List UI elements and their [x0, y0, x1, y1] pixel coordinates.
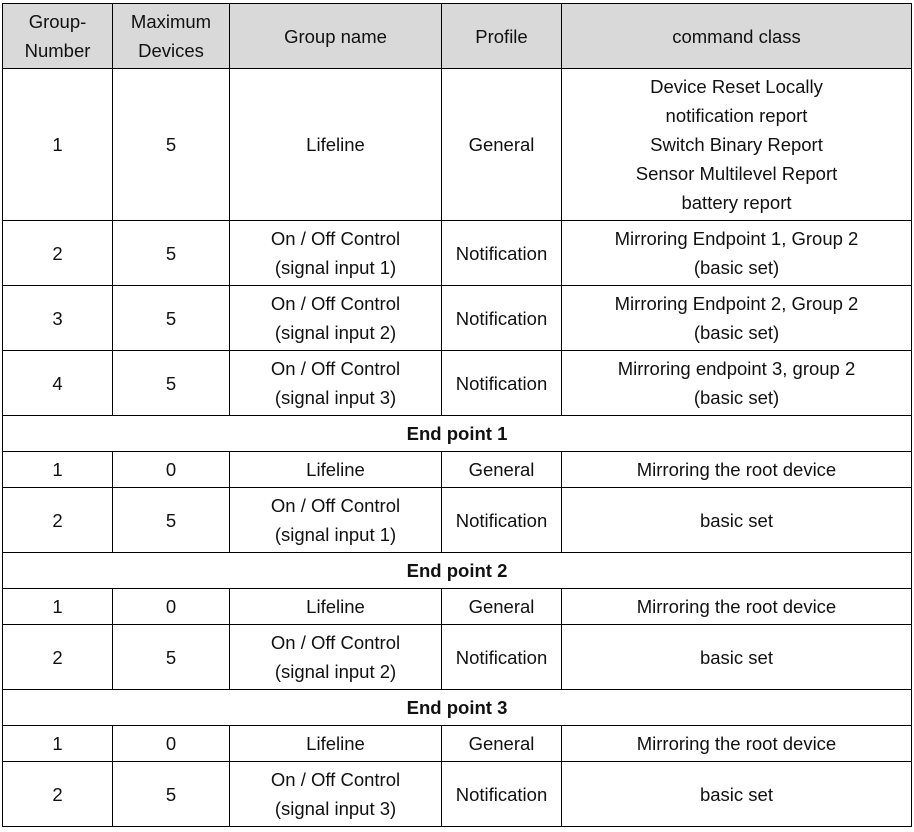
- header-line: Devices: [138, 40, 204, 61]
- profile-cell: Notification: [442, 762, 562, 827]
- command-class-cell: [562, 762, 912, 827]
- header-row: [3, 4, 912, 69]
- max-devices-cell: 0: [113, 589, 230, 625]
- group-name-cell-line: On / Off Control: [270, 632, 401, 653]
- table-row: [3, 589, 912, 625]
- max-devices-cell: 5: [113, 625, 230, 690]
- group-name-cell-line: (signal input 2): [274, 322, 397, 343]
- group-name-cell: [230, 488, 442, 553]
- command-class-cell-line: Mirroring Endpoint 2, Group 2: [614, 293, 859, 314]
- command-class-cell: [562, 286, 912, 351]
- group-name-cell-line: (signal input 1): [274, 257, 397, 278]
- endpoint-section-row: [3, 690, 912, 726]
- group-name-cell-line: On / Off Control: [270, 769, 401, 790]
- group-number-cell: 2: [3, 762, 113, 827]
- command-class-cell-line: Mirroring endpoint 3, group 2: [617, 358, 856, 379]
- command-class-cell-line: notification report: [665, 105, 808, 126]
- group-number-cell: 2: [3, 221, 113, 286]
- command-class-cell-line: basic set: [699, 509, 773, 531]
- command-class-cell: [562, 488, 912, 553]
- header-command-class: command class: [562, 4, 912, 69]
- header-line: Maximum: [130, 11, 212, 32]
- group-number-cell: 2: [3, 488, 113, 553]
- profile-cell: Notification: [442, 351, 562, 416]
- command-class-cell-line: Switch Binary Report: [650, 134, 823, 155]
- group-number-cell: 4: [3, 351, 113, 416]
- group-number-cell: 1: [3, 726, 113, 762]
- group-name-cell-line: On / Off Control: [270, 358, 401, 379]
- group-name-cell: [230, 286, 442, 351]
- group-name-cell: [230, 762, 442, 827]
- group-name-cell: [230, 625, 442, 690]
- endpoint-title: End point 2: [3, 553, 912, 589]
- command-class-cell-line: Mirroring Endpoint 1, Group 2: [614, 228, 859, 249]
- command-class-cell-line: basic set: [699, 783, 773, 805]
- profile-cell: General: [442, 589, 562, 625]
- table-row: [3, 351, 912, 416]
- group-name-cell: [230, 69, 442, 221]
- command-class-cell-line: Mirroring the root device: [636, 733, 837, 754]
- group-number-cell: 2: [3, 625, 113, 690]
- command-class-cell: [562, 452, 912, 488]
- header-line: Group-: [28, 11, 87, 32]
- max-devices-cell: 5: [113, 286, 230, 351]
- command-class-cell-line: (basic set): [693, 257, 780, 278]
- profile-cell: General: [442, 69, 562, 221]
- max-devices-cell: 5: [113, 351, 230, 416]
- group-name-cell-line: On / Off Control: [270, 495, 401, 516]
- header-line: Number: [24, 40, 91, 61]
- group-name-cell: [230, 726, 442, 762]
- header-group-number: [3, 4, 113, 69]
- command-class-cell: [562, 726, 912, 762]
- group-number-cell: 1: [3, 589, 113, 625]
- group-name-cell-line: (signal input 3): [274, 387, 397, 408]
- group-name-cell: [230, 351, 442, 416]
- table-row: [3, 762, 912, 827]
- command-class-cell-line: Mirroring the root device: [636, 459, 837, 480]
- group-name-cell: [230, 589, 442, 625]
- command-class-cell: [562, 69, 912, 221]
- table-row: [3, 286, 912, 351]
- group-number-cell: 1: [3, 452, 113, 488]
- command-class-cell-line: Sensor Multilevel Report: [635, 163, 838, 184]
- command-class-cell: [562, 221, 912, 286]
- group-name-cell-line: (signal input 2): [274, 661, 397, 682]
- table-row: [3, 726, 912, 762]
- profile-cell: Notification: [442, 286, 562, 351]
- endpoint-section-row: [3, 416, 912, 452]
- profile-cell: General: [442, 452, 562, 488]
- profile-cell: Notification: [442, 221, 562, 286]
- header-maximum-devices: [113, 4, 230, 69]
- group-name-cell-line: Lifeline: [306, 596, 365, 617]
- group-name-cell-line: (signal input 3): [274, 798, 397, 819]
- max-devices-cell: 0: [113, 452, 230, 488]
- group-number-cell: 3: [3, 286, 113, 351]
- command-class-cell-line: battery report: [681, 192, 792, 213]
- group-name-cell: [230, 221, 442, 286]
- max-devices-cell: 5: [113, 69, 230, 221]
- group-name-cell-line: Lifeline: [306, 134, 365, 155]
- header-profile: Profile: [442, 4, 562, 69]
- command-class-cell-line: (basic set): [693, 387, 780, 408]
- command-class-cell: [562, 589, 912, 625]
- table-row: [3, 221, 912, 286]
- group-name-cell-line: On / Off Control: [270, 293, 401, 314]
- table-row: [3, 488, 912, 553]
- command-class-cell-line: Mirroring the root device: [636, 596, 837, 617]
- profile-cell: Notification: [442, 488, 562, 553]
- header-group-name: Group name: [230, 4, 442, 69]
- table-row: [3, 69, 912, 221]
- profile-cell: Notification: [442, 625, 562, 690]
- max-devices-cell: 5: [113, 488, 230, 553]
- endpoint-section-row: [3, 553, 912, 589]
- command-class-cell: [562, 625, 912, 690]
- command-class-cell: [562, 351, 912, 416]
- command-class-cell-line: Device Reset Locally: [650, 76, 823, 97]
- profile-cell: General: [442, 726, 562, 762]
- group-name-cell-line: Lifeline: [306, 733, 365, 754]
- max-devices-cell: 5: [113, 762, 230, 827]
- table-row: [3, 452, 912, 488]
- group-name-cell-line: (signal input 1): [274, 524, 397, 545]
- group-number-cell: 1: [3, 69, 113, 221]
- endpoint-title: End point 1: [3, 416, 912, 452]
- endpoint-title: End point 3: [3, 690, 912, 726]
- group-name-cell: [230, 452, 442, 488]
- max-devices-cell: 0: [113, 726, 230, 762]
- group-name-cell-line: On / Off Control: [270, 228, 401, 249]
- table-row: [3, 625, 912, 690]
- group-name-cell-line: Lifeline: [306, 459, 365, 480]
- max-devices-cell: 5: [113, 221, 230, 286]
- command-class-cell-line: basic set: [699, 646, 773, 668]
- association-groups-table: [2, 3, 912, 827]
- command-class-cell-line: (basic set): [693, 322, 780, 343]
